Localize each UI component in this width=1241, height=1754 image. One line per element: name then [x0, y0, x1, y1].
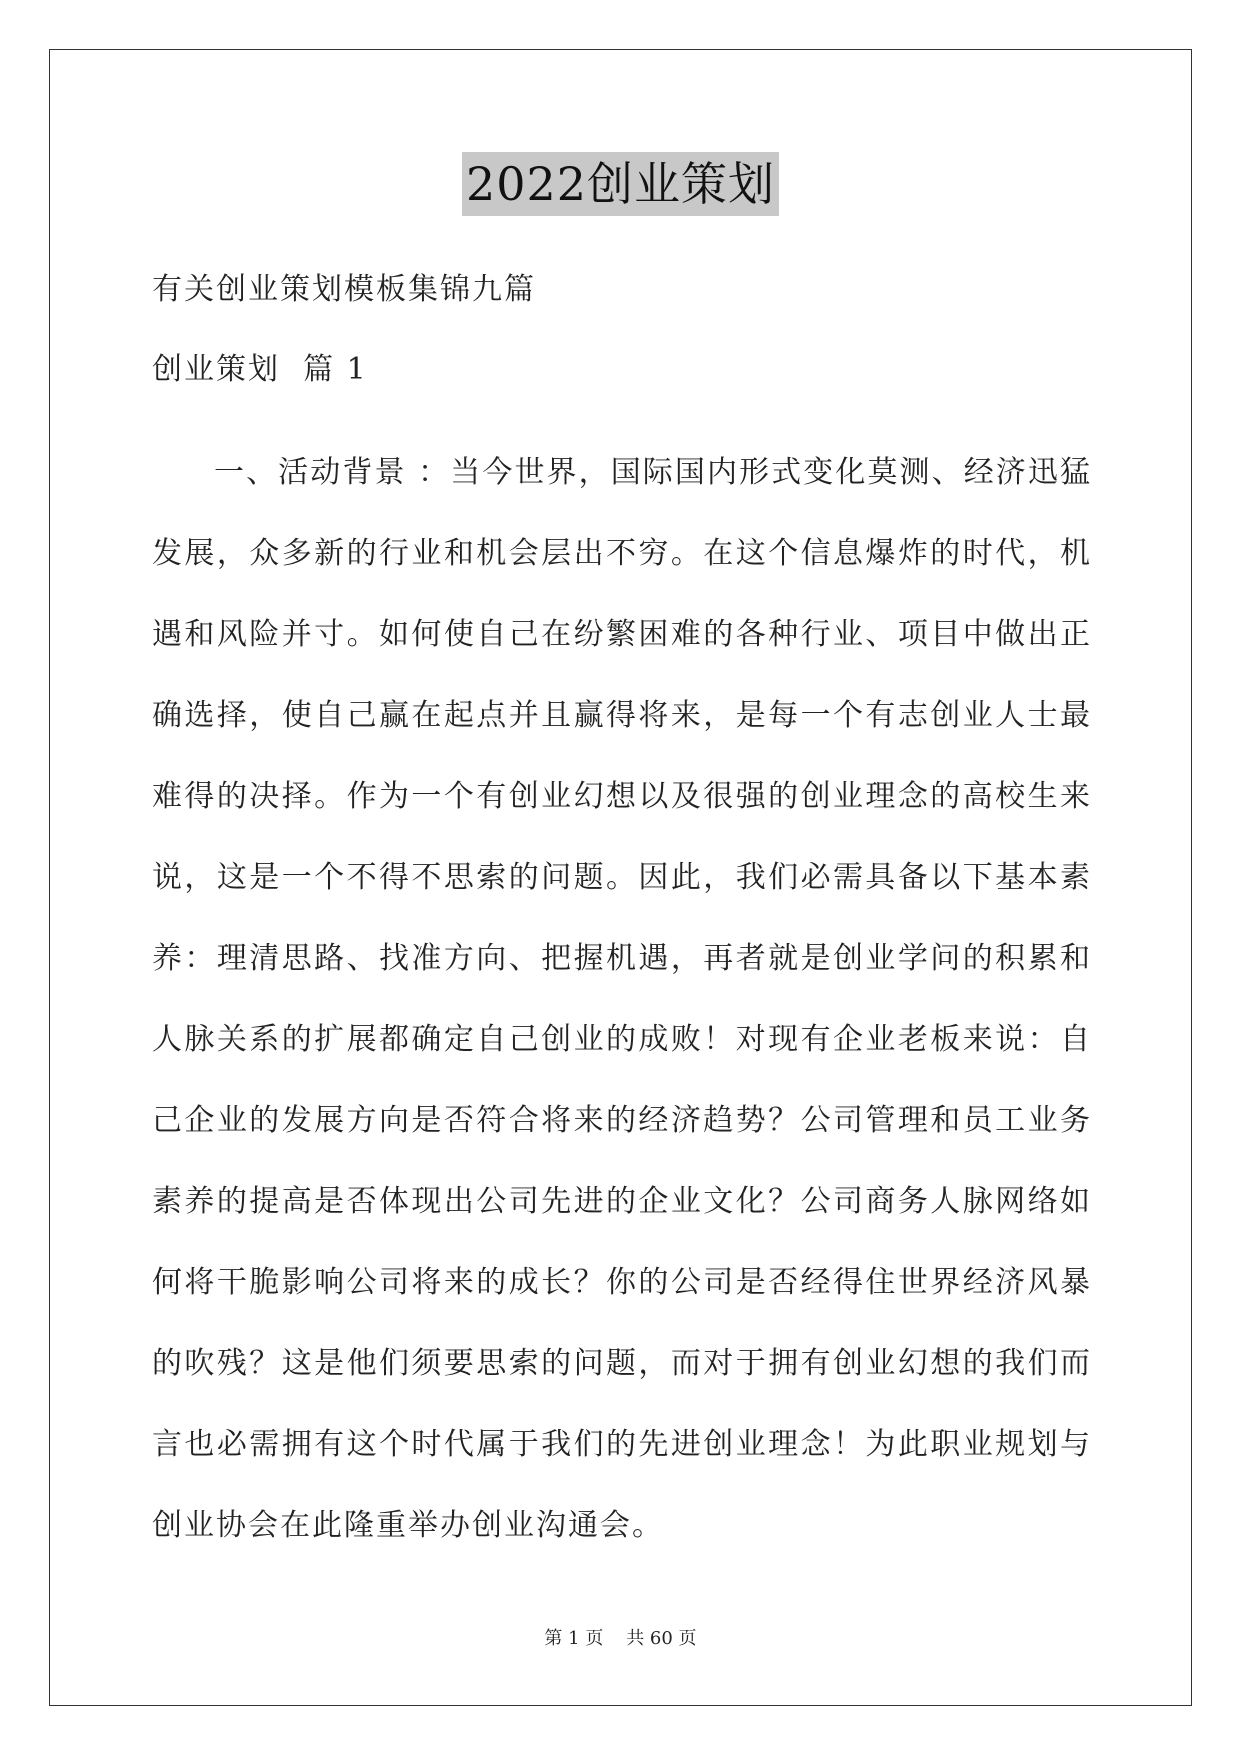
body-paragraph: 一、活动背景 ：当今世界，国际国内形式变化莫测、经济迅猛发展，众多新的行业和机会层出不穷。在这个信息爆炸的时代，机遇和风险并寸。如何使自己在纷繁困难的各种行业、项目中做出正确选择，使自己赢在起点并且赢得将来，是每一个有志创业人士最难得的决择。作为一个有创业幻想以及很强的创业理念的高校生来说，这是一个不得不思索的问题。因此，我们必需具备以下基本素养：理清思路、找准方向、把握机遇，再者就是创业学问的积累和人脉关系的扩展都确定自己创业的成败！对现有企业老板来说：自己企业的发展方向是否符合将来的经济趋势？公司管理和员工业务素养的提高是否体现出公司先进的企业文化？公司商务人脉网络如何将干脆影响公司将来的成长？你的公司是否经得住世界经济风暴的吹残？这是他们须要思索的问题，而对于拥有创业幻想的我们而言也必需拥有这个时代属于我们的先进创业理念！为此职业规划与创业协会在此隆重举办创业沟通会。: [152, 455, 1092, 1543]
title-container: [0, 152, 1241, 216]
section-heading: 创业策划 篇 1: [152, 352, 368, 387]
document-title: 2022创业策划: [462, 152, 779, 216]
document-subtitle: 有关创业策划模板集锦九篇: [152, 272, 536, 307]
page-footer: [0, 1624, 1241, 1650]
page-number-label: 第 1 页 共 60 页: [544, 1628, 697, 1649]
